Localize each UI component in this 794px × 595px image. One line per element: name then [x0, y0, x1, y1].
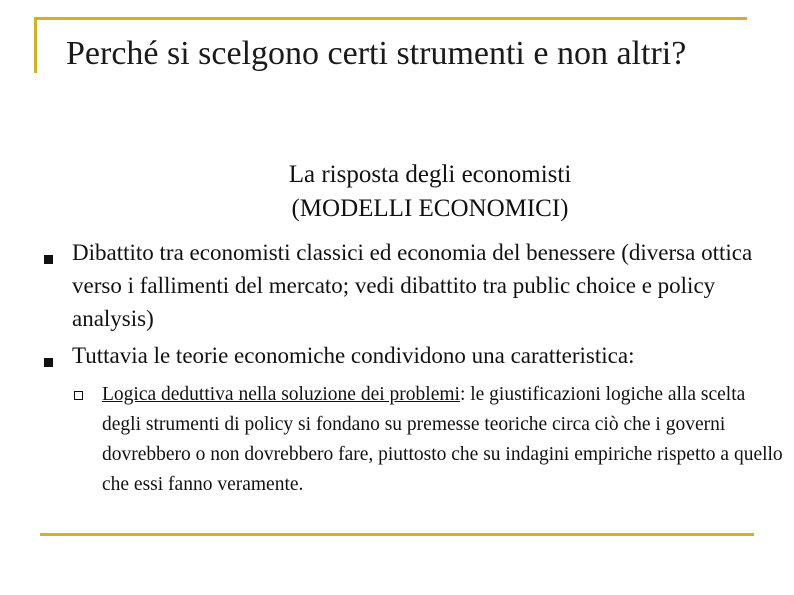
square-bullet-icon	[44, 358, 53, 367]
subtitle-line-2: (MODELLI ECONOMICI)	[291, 195, 569, 222]
slide-title: Perché si scelgono certi strumenti e non altri?	[66, 35, 687, 72]
bullet-item	[40, 236, 785, 335]
bullet-item	[40, 339, 785, 500]
bullet-text: Tuttavia le teorie economiche condividono una caratteristica:	[72, 343, 635, 368]
sub-bullet-item	[72, 380, 785, 500]
slide-subtitle	[150, 158, 710, 226]
hollow-square-bullet-icon	[74, 391, 83, 400]
sub-bullet-list	[72, 380, 785, 500]
bottom-rule	[40, 533, 754, 536]
sub-bullet-text: : le giustificazioni logiche alla scelta degli strumenti di policy si fondano su premesse teoriche circa ciò che i governi dovrebbero o non dovrebbero fare, piuttosto che su indagini empiriche rispetto a quello che essi fanno veramente.	[102, 384, 783, 495]
bullet-text: Dibattito tra economisti classici ed economia del benessere (diversa ottica verso i fallimenti del mercato; vedi dibattito tra public choice e policy analysis)	[72, 240, 753, 331]
square-bullet-icon	[44, 255, 53, 264]
top-rule	[34, 17, 747, 20]
left-rule	[34, 17, 37, 73]
subtitle-line-1: La risposta degli economisti	[288, 161, 572, 188]
sub-bullet-heading: Logica deduttiva nella soluzione dei problemi	[102, 384, 460, 405]
bullet-list	[40, 236, 785, 504]
